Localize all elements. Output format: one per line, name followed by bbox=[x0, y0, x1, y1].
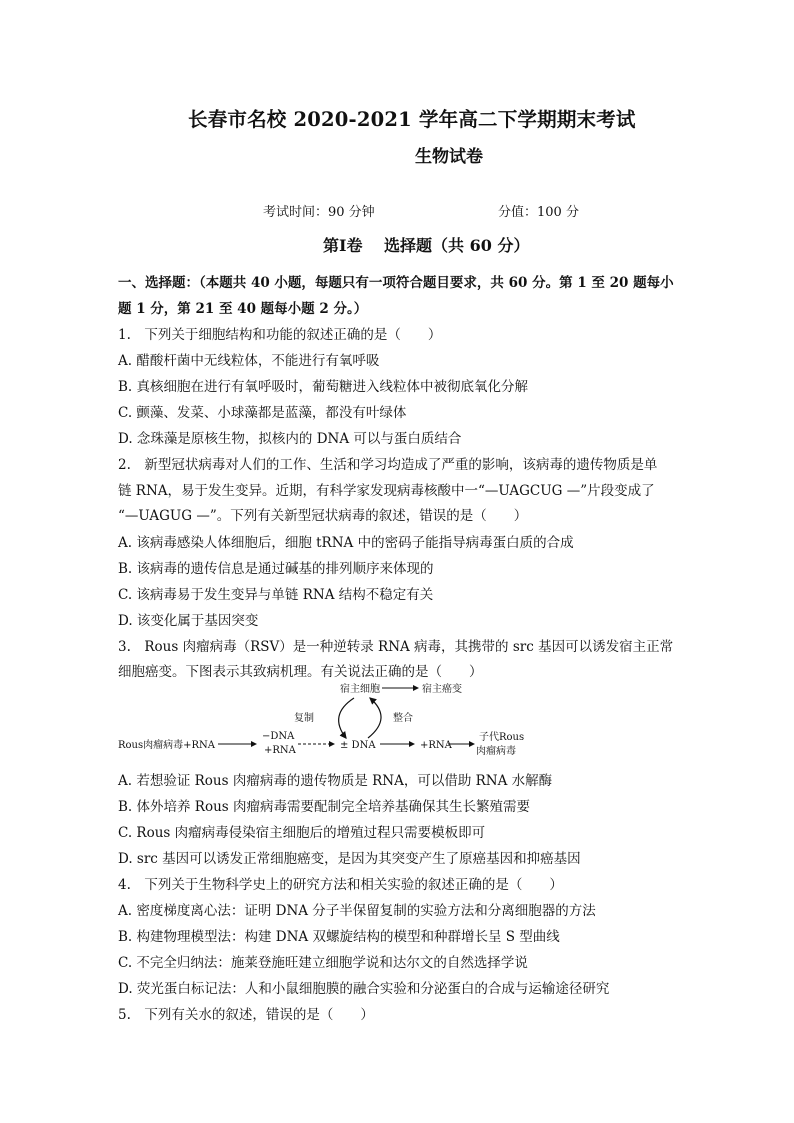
section-instructions-line1: 一、选择题：（本题共 40 小题，每题只有一项符合题目要求，共 60 分。第 1 至 20 题每小 bbox=[118, 275, 674, 291]
q5-stem: 5. 下列有关水的叙述，错误的是（ ） bbox=[118, 1007, 374, 1023]
q3-stem-line1: 3. Rous 肉瘤病毒（RSV）是一种逆转录 RNA 病毒，其携带的 src 基因可以诱发宿主正常 bbox=[118, 639, 674, 655]
section-instructions-line2: 题 1 分，第 21 至 40 题每小题 2 分。） bbox=[118, 301, 368, 317]
q3-option-a: A. 若想验证 Rous 肉瘤病毒的遗传物质是 RNA，可以借助 RNA 水解酶 bbox=[118, 773, 553, 789]
arrow-integrate bbox=[368, 698, 381, 738]
q1-option-a: A. 醋酸杆菌中无线粒体，不能进行有氧呼吸 bbox=[118, 353, 380, 369]
label-virus-rna: Rous肉瘤病毒+RNA bbox=[118, 740, 216, 751]
label-host-cell: 宿主细胞 bbox=[340, 684, 380, 695]
q3-option-d: D. src 基因可以诱发正常细胞癌变，是因为其突变产生了原癌基因和抑癌基因 bbox=[118, 851, 581, 867]
label-integrate: 整合 bbox=[393, 713, 413, 724]
q4-option-a: A. 密度梯度离心法：证明 DNA 分子半保留复制的实验方法和分离细胞器的方法 bbox=[118, 903, 596, 919]
exam-subtitle: 生物试卷 bbox=[415, 147, 483, 167]
q2-option-d: D. 该变化属于基因突变 bbox=[118, 613, 259, 629]
label-minus-dna: −DNA bbox=[262, 731, 295, 742]
q2-stem-line1: 2. 新型冠状病毒对人们的工作、生活和学习均造成了严重的影响，该病毒的遗传物质是单 bbox=[118, 457, 658, 473]
label-replicate: 复制 bbox=[294, 713, 314, 724]
label-plus-rna: +RNA bbox=[264, 745, 296, 756]
q1-stem: 1. 下列关于细胞结构和功能的叙述正确的是（ ） bbox=[118, 327, 442, 343]
q2-option-c: C. 该病毒易于发生变异与单链 RNA 结构不稳定有关 bbox=[118, 587, 434, 603]
q4-option-b: B. 构建物理模型法：构建 DNA 双螺旋结构的模型和种群增长呈 S 型曲线 bbox=[118, 929, 560, 945]
label-offspring-1: 子代Rous bbox=[479, 732, 525, 743]
q3-stem-line2: 细胞癌变。下图表示其致病机理。有关说法正确的是（ ） bbox=[118, 664, 483, 680]
q1-option-b: B. 真核细胞在进行有氧呼吸时，葡萄糖进入线粒体中被彻底氧化分解 bbox=[118, 379, 529, 395]
part-heading: 第Ⅰ卷 选择题（共 60 分） bbox=[323, 236, 530, 255]
label-pm-dna: ± DNA bbox=[340, 740, 376, 751]
q3-option-b: B. 体外培养 Rous 肉瘤病毒需要配制完全培养基确保其生长繁殖需要 bbox=[118, 799, 530, 815]
q2-stem-line2: 链 RNA，易于发生变异。近期，有科学家发现病毒核酸中一“—UAGCUG —”片段变成了 bbox=[118, 483, 655, 499]
q2-option-b: B. 该病毒的遗传信息是通过碱基的排列顺序来体现的 bbox=[118, 561, 434, 577]
q1-option-d: D. 念珠藻是原核生物，拟核内的 DNA 可以与蛋白质结合 bbox=[118, 431, 462, 447]
exam-score: 分值：100 分 bbox=[498, 205, 579, 220]
exam-time: 考试时间：90 分钟 bbox=[263, 205, 375, 220]
q2-option-a: A. 该病毒感染人体细胞后，细胞 tRNA 中的密码子能指导病毒蛋白质的合成 bbox=[118, 535, 574, 551]
rsv-mechanism-diagram bbox=[118, 680, 538, 762]
label-offspring-2: 肉瘤病毒 bbox=[476, 746, 516, 757]
arrow-replicate bbox=[339, 698, 354, 738]
label-plus-rna-2: +RNA bbox=[420, 740, 452, 751]
q3-option-c: C. Rous 肉瘤病毒侵染宿主细胞后的增殖过程只需要模板即可 bbox=[118, 825, 486, 841]
exam-title: 长春市名校 2020-2021 学年高二下学期期末考试 bbox=[188, 108, 636, 131]
q4-stem: 4. 下列关于生物科学史上的研究方法和相关实验的叙述正确的是（ ） bbox=[118, 877, 563, 893]
q1-option-c: C. 颤藻、发菜、小球藻都是蓝藻，都没有叶绿体 bbox=[118, 405, 407, 421]
label-host-cancer: 宿主癌变 bbox=[422, 684, 462, 695]
q2-stem-line3: “—UAGUG —”。下列有关新型冠状病毒的叙述，错误的是（ ） bbox=[118, 508, 528, 524]
q4-option-c: C. 不完全归纳法：施莱登施旺建立细胞学说和达尔文的自然选择学说 bbox=[118, 955, 528, 971]
q4-option-d: D. 荧光蛋白标记法：人和小鼠细胞膜的融合实验和分泌蛋白的合成与运输途径研究 bbox=[118, 981, 610, 997]
